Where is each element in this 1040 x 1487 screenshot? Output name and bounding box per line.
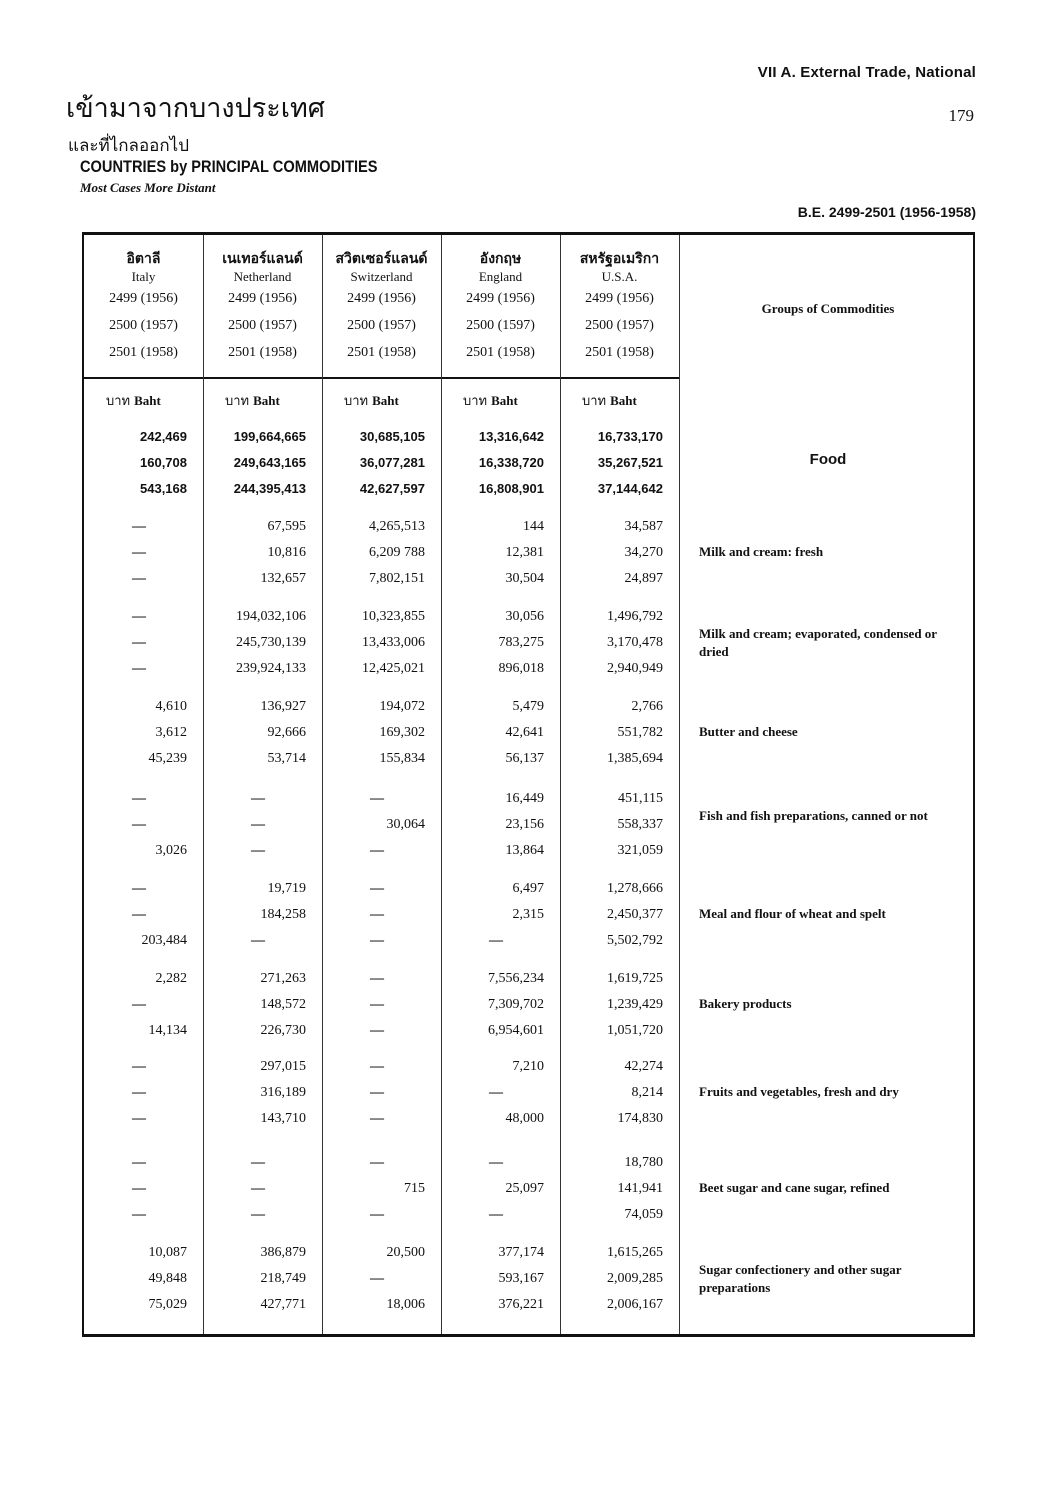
table-cell: — [251, 843, 265, 858]
section-header: VII A. External Trade, National [757, 64, 976, 81]
unit-label [463, 390, 518, 411]
table-cell: 4,265,513 [369, 519, 425, 534]
table-cell: — [251, 817, 265, 832]
table-cell: 783,275 [498, 635, 544, 650]
unit-thai: บาท [582, 394, 607, 409]
column-year: 2500 (1597) [466, 318, 535, 333]
table-cell: 45,239 [148, 751, 187, 766]
table-cell: 10,323,855 [362, 609, 425, 624]
column-year: 2500 (1957) [347, 318, 416, 333]
unit-english: Baht [134, 393, 161, 408]
table-cell: 53,714 [267, 751, 306, 766]
column-thai-name: อังกฤษ [479, 251, 522, 267]
table-cell: 244,395,413 [233, 481, 306, 496]
column-thai-name: อิตาลี [126, 251, 161, 267]
table-cell: 141,941 [617, 1181, 663, 1196]
table-cell: — [370, 907, 384, 922]
table-cell: 377,174 [498, 1245, 544, 1260]
table-cell: 160,708 [140, 455, 187, 470]
commodity-group-label: Milk and cream; evaporated, condensed or dried [699, 626, 937, 659]
unit-english: Baht [610, 393, 637, 408]
column-year: 2499 (1956) [466, 291, 535, 306]
unit-label [225, 390, 280, 411]
column-header [203, 249, 322, 366]
column-year: 2499 (1956) [347, 291, 416, 306]
unit-english: Baht [372, 393, 399, 408]
column-year: 2501 (1958) [585, 345, 654, 360]
table-cell: 35,267,521 [597, 455, 663, 470]
table-cell: — [370, 791, 384, 806]
table-cell: 74,059 [624, 1207, 663, 1222]
unit-english: Baht [253, 393, 280, 408]
table-cell: 16,808,901 [478, 481, 544, 496]
table-cell: 7,556,234 [488, 971, 544, 986]
table-cell: 144 [523, 519, 544, 534]
table-cell: 249,643,165 [233, 455, 306, 470]
table-cell: 4,610 [155, 699, 187, 714]
table-cell: 3,026 [155, 843, 187, 858]
table-cell: — [132, 519, 146, 534]
table-cell: — [132, 1059, 146, 1074]
commodity-group-label: Fish and fish preparations, canned or not [699, 808, 928, 823]
commodity-group-label: Fruits and vegetables, fresh and dry [699, 1084, 899, 1099]
table-cell: 14,134 [148, 1023, 187, 1038]
column-header [322, 249, 441, 366]
commodity-group-label: Meal and flour of wheat and spelt [699, 906, 886, 921]
table-cell: — [251, 1155, 265, 1170]
table-cell: 24,897 [624, 571, 663, 586]
table-cell: — [132, 1181, 146, 1196]
table-cell: 194,032,106 [236, 609, 306, 624]
column-year: 2501 (1958) [347, 345, 416, 360]
table-cell: — [132, 635, 146, 650]
column-english-name: U.S.A. [601, 269, 638, 284]
table-cell: 2,450,377 [607, 907, 663, 922]
table-cell: 386,879 [260, 1245, 306, 1260]
table-cell: — [370, 933, 384, 948]
table-cell: — [132, 1085, 146, 1100]
table-cell: 143,710 [260, 1111, 306, 1126]
table-cell: — [370, 1271, 384, 1286]
table-cell: 1,385,694 [607, 751, 663, 766]
table-cell: 75,029 [148, 1297, 187, 1312]
trade-table [82, 232, 975, 1337]
column-divider [560, 235, 561, 1334]
column-thai-name: สวิตเซอร์แลนด์ [335, 251, 428, 267]
table-cell: — [132, 545, 146, 560]
table-cell: — [370, 1059, 384, 1074]
column-english-name: England [478, 269, 523, 284]
table-cell: — [251, 791, 265, 806]
table-cell: 16,338,720 [478, 455, 544, 470]
commodity-group-label: Beet sugar and cane sugar, refined [699, 1180, 890, 1195]
table-cell: 321,059 [617, 843, 663, 858]
table-cell: 245,730,139 [236, 635, 306, 650]
table-cell: 19,719 [267, 881, 306, 896]
table-cell: — [370, 1023, 384, 1038]
table-cell: 34,587 [624, 519, 663, 534]
table-cell: 184,258 [260, 907, 306, 922]
unit-label [582, 390, 637, 411]
table-cell: 56,137 [505, 751, 544, 766]
table-cell: 16,733,170 [597, 429, 663, 444]
page-number: 179 [948, 106, 974, 125]
table-cell: 2,940,949 [607, 661, 663, 676]
column-thai-name: เนเทอร์แลนด์ [222, 251, 303, 267]
table-cell: 30,685,105 [359, 429, 425, 444]
table-cell: 12,425,021 [362, 661, 425, 676]
table-cell: 2,315 [512, 907, 544, 922]
table-cell: 1,051,720 [607, 1023, 663, 1038]
unit-thai: บาท [106, 394, 131, 409]
table-cell: 8,214 [631, 1085, 663, 1100]
column-year: 2501 (1958) [228, 345, 297, 360]
table-cell: 2,009,285 [607, 1271, 663, 1286]
table-cell: 12,381 [505, 545, 544, 560]
table-cell: 2,282 [155, 971, 187, 986]
column-english-name: Netherland [233, 269, 292, 284]
table-cell: 1,278,666 [607, 881, 663, 896]
table-cell: — [132, 571, 146, 586]
table-cell: 155,834 [379, 751, 425, 766]
table-cell: 242,469 [140, 429, 187, 444]
table-cell: 1,615,265 [607, 1245, 663, 1260]
commodity-group-label: Milk and cream: fresh [699, 544, 824, 559]
table-cell: — [370, 971, 384, 986]
table-cell: — [251, 1207, 265, 1222]
column-english-name: Switzerland [350, 269, 413, 284]
table-cell: — [132, 881, 146, 896]
table-cell: — [370, 1085, 384, 1100]
table-cell: 169,302 [379, 725, 425, 740]
commodity-group-label: Butter and cheese [699, 724, 798, 739]
table-cell: — [132, 817, 146, 832]
table-cell: — [251, 933, 265, 948]
table-cell: — [132, 1155, 146, 1170]
unit-thai: บาท [344, 394, 369, 409]
commodity-group-label: Food [809, 451, 847, 468]
column-year: 2499 (1956) [228, 291, 297, 306]
column-year: 2499 (1956) [109, 291, 178, 306]
table-cell: 218,749 [260, 1271, 306, 1286]
table-cell: 593,167 [498, 1271, 544, 1286]
table-cell: 36,077,281 [359, 455, 425, 470]
table-cell: 30,056 [505, 609, 544, 624]
table-cell: 2,006,167 [607, 1297, 663, 1312]
table-cell: 226,730 [260, 1023, 306, 1038]
column-year: 2500 (1957) [585, 318, 654, 333]
column-year: 2501 (1958) [109, 345, 178, 360]
table-cell: 199,664,665 [233, 429, 306, 444]
table-cell: 136,927 [260, 699, 306, 714]
table-cell: 3,170,478 [607, 635, 663, 650]
column-divider [203, 235, 204, 1334]
table-cell: — [489, 1155, 503, 1170]
table-cell: 18,780 [624, 1155, 663, 1170]
table-cell: 25,097 [505, 1181, 544, 1196]
table-cell: 30,504 [505, 571, 544, 586]
column-divider [679, 235, 680, 1334]
table-cell: 271,263 [260, 971, 306, 986]
table-cell: 427,771 [260, 1297, 306, 1312]
table-cell: 6,954,601 [488, 1023, 544, 1038]
unit-thai: บาท [225, 394, 250, 409]
commodity-group-label: Sugar confectionery and other sugar preparations [699, 1262, 902, 1295]
table-cell: 896,018 [498, 661, 544, 676]
table-cell: 316,189 [260, 1085, 306, 1100]
unit-english: Baht [491, 393, 518, 408]
header-divider [84, 377, 679, 379]
column-year: 2500 (1957) [228, 318, 297, 333]
commodity-group-label: Bakery products [699, 996, 792, 1011]
table-cell: 13,864 [505, 843, 544, 858]
table-cell: 34,270 [624, 545, 663, 560]
unit-label [344, 390, 399, 411]
table-cell: 543,168 [140, 481, 187, 496]
table-cell: — [132, 791, 146, 806]
column-year: 2501 (1958) [466, 345, 535, 360]
table-cell: 13,433,006 [362, 635, 425, 650]
unit-thai: บาท [463, 394, 488, 409]
table-cell: — [489, 933, 503, 948]
table-cell: 376,221 [498, 1297, 544, 1312]
table-cell: — [132, 1111, 146, 1126]
unit-label [106, 390, 161, 411]
table-cell: 194,072 [379, 699, 425, 714]
table-cell: 203,484 [141, 933, 187, 948]
table-cell: 5,479 [512, 699, 544, 714]
table-cell: 174,830 [617, 1111, 663, 1126]
column-thai-name: สหรัฐอเมริกา [579, 251, 660, 267]
table-cell: 7,802,151 [369, 571, 425, 586]
period-label: B.E. 2499-2501 (1956-1958) [797, 204, 976, 220]
table-cell: 5,502,792 [607, 933, 663, 948]
table-cell: 20,500 [386, 1245, 425, 1260]
table-cell: — [370, 1111, 384, 1126]
table-cell: — [370, 1207, 384, 1222]
table-cell: 148,572 [260, 997, 306, 1012]
table-cell: — [489, 1207, 503, 1222]
table-cell: 10,087 [148, 1245, 187, 1260]
column-divider [322, 235, 323, 1334]
thai-title-line-1: เข้ามาจากบางประเทศ [66, 93, 325, 124]
table-cell: 451,115 [618, 791, 663, 806]
table-cell: 18,006 [386, 1297, 425, 1312]
column-header [441, 249, 560, 366]
table-cell: — [370, 843, 384, 858]
table-cell: — [370, 997, 384, 1012]
table-cell: 239,924,133 [236, 661, 306, 676]
table-cell: — [132, 997, 146, 1012]
table-cell: 48,000 [505, 1111, 544, 1126]
table-cell: 558,337 [617, 817, 663, 832]
table-cell: 67,595 [267, 519, 306, 534]
table-cell: 6,209 788 [369, 545, 425, 560]
page-subtitle: Most Cases More Distant [80, 180, 216, 195]
table-cell: 10,816 [267, 545, 306, 560]
table-cell: — [370, 881, 384, 896]
table-cell: 1,496,792 [607, 609, 663, 624]
column-divider [441, 235, 442, 1334]
table-cell: 551,782 [617, 725, 663, 740]
table-cell: 42,627,597 [359, 481, 425, 496]
table-cell: 13,316,642 [478, 429, 544, 444]
table-cell: 1,239,429 [607, 997, 663, 1012]
table-cell: 49,848 [148, 1271, 187, 1286]
table-cell: 6,497 [512, 881, 544, 896]
table-cell: — [489, 1085, 503, 1100]
table-cell: 7,210 [512, 1059, 544, 1074]
table-cell: 23,156 [505, 817, 544, 832]
page-title: COUNTRIES by PRINCIPAL COMMODITIES [80, 157, 378, 176]
table-cell: 92,666 [267, 725, 306, 740]
table-cell: — [251, 1181, 265, 1196]
table-cell: 7,309,702 [488, 997, 544, 1012]
table-cell: 715 [404, 1181, 425, 1196]
column-english-name: Italy [131, 269, 156, 284]
table-cell: 2,766 [631, 699, 663, 714]
table-cell: 37,144,642 [597, 481, 663, 496]
column-year: 2499 (1956) [585, 291, 654, 306]
table-cell: 132,657 [260, 571, 306, 586]
table-cell: 16,449 [505, 791, 544, 806]
table-cell: — [132, 1207, 146, 1222]
column-year: 2500 (1957) [109, 318, 178, 333]
table-cell: — [132, 907, 146, 922]
column-header [84, 249, 203, 366]
table-cell: 1,619,725 [607, 971, 663, 986]
table-cell: 3,612 [155, 725, 187, 740]
table-cell: 297,015 [260, 1059, 306, 1074]
thai-title-line-2: และที่ไกลออกไป [68, 136, 190, 156]
table-cell: 42,641 [505, 725, 544, 740]
table-cell: 30,064 [386, 817, 425, 832]
table-cell: 42,274 [624, 1059, 663, 1074]
table-cell: — [370, 1155, 384, 1170]
groups-header: Groups of Commodities [761, 301, 895, 316]
column-header [560, 249, 679, 366]
table-cell: — [132, 661, 146, 676]
table-cell: — [132, 609, 146, 624]
